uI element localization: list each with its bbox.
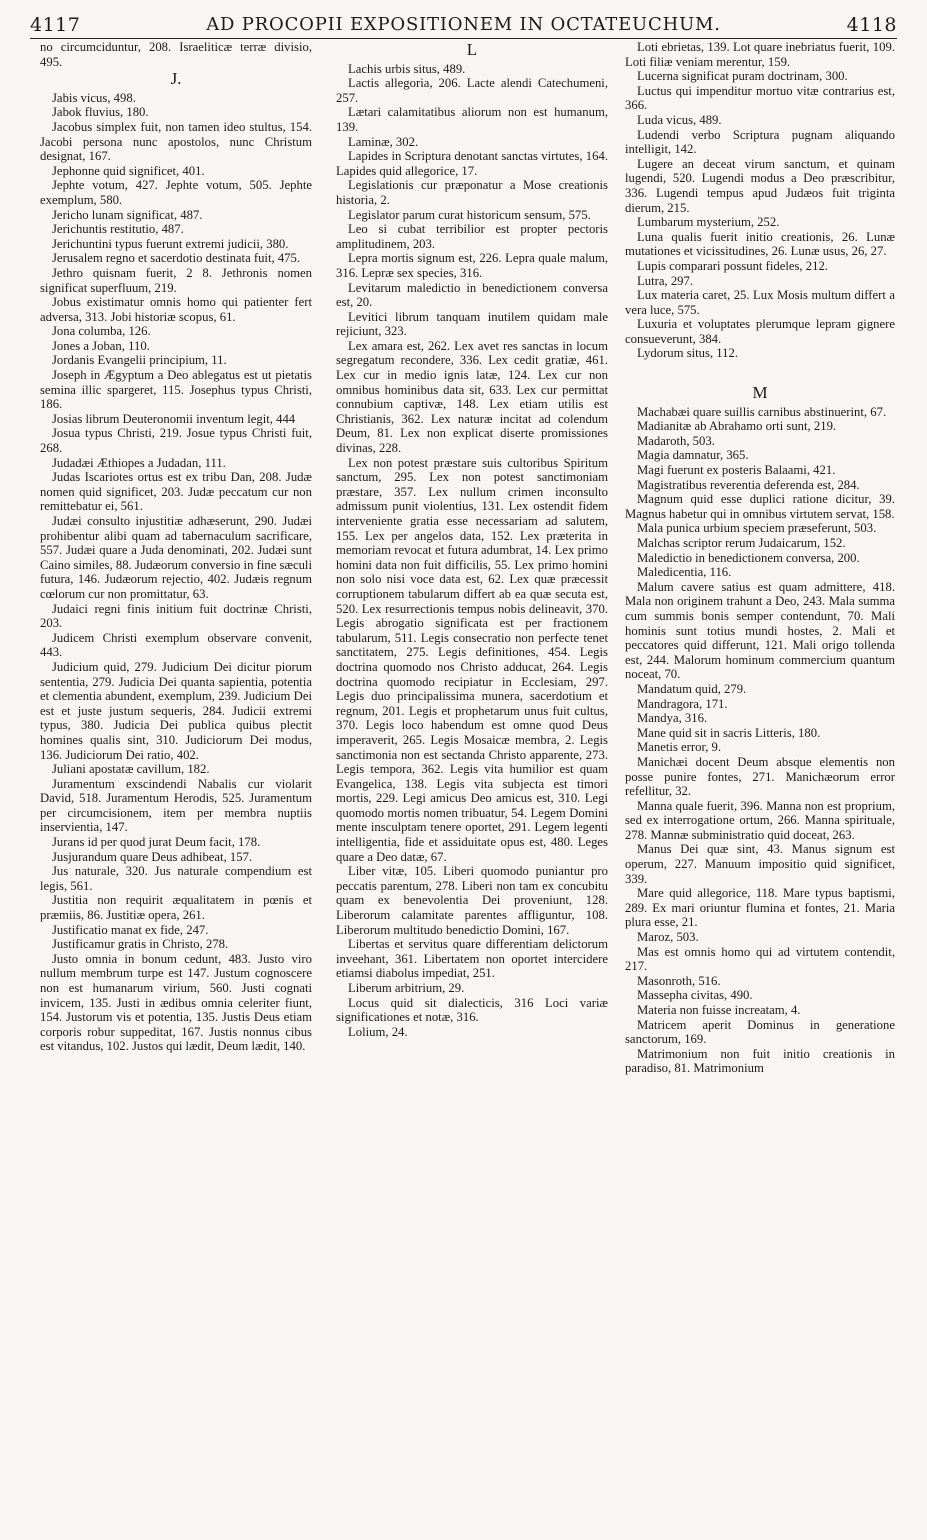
index-entry: Mandragora, 171. [637,696,728,711]
index-entry: Libertas et servitus quare differentiam delictorum inveehant, 361. Libertatem non oportet intercidere etiamsi diabolus impediat, 251. [336,937,608,981]
index-entry: no circumciduntur, 208. Israeliticæ terræ divisio, 495. [40,40,312,69]
index-entry: Lugere an deceat virum sanctum, et quinam lugendi, 520. Lugendi modus a Deo præscribitur, 336. Lugendi tempus apud Judæos fuit triginta dierum, 215. [625,156,895,215]
index-entry: Levitici librum tanquam inutilem quidam male rejiciunt, 323. [336,309,608,339]
page-number-left: 4117 [30,14,81,36]
page-header [30,8,897,39]
index-entry: Lex non potest præstare suis cultoribus Spiritum sanctum, 295. Lex non potest sanctimoniam præstare, 357. Lex nullum crimen inconsulto admissum punit violentius, 131. Lex ostendit fidem interveniente gratia esse necessariam ad salutem, 155. Lex per angelos data, 152. Lex præterita in memoriam revocat et futura adumbrat, 14. Lex primo homini data non fuit difficilis, 55. Lex primo homini non solo nisi voce data est, 62. Lex quæ præcessit corruptionem tabularum differt ab ea quæ secuta est, 520. Lex resurrectionis tempus nobis delineavit, 370. Legis abrogatio significata est per fractionem tabularum, 511. Legis consecratio non perfecte tenet sanctitatem, 275. Legis definitiones, 454. Legis doctrina quomodo nos Christo adducat, 264. Legis doctrina quomodo recipiatur in Ecclesiam, 297. Legis duo principalissima munera, sacerdotium et regnum, 201. Legis et prophetarum unus fuit cultus, 370. Legis loco habendum est omne quod Deus imperaverit, 265. Legis Mosaicæ membra, 2. Legis sanctimonia non est sectanda Christo apparente, 273. Legis tempora, 362. Legis vita humilior est quam Evangelica, 138. Legis vita subjecta est timori mortis, 229. Legi amicus Deo amicus est, 310. Legi quomodo mortis nomen tribuatur, 54. Legem Domini mente insculptam tenere oportet, 291. Legem legenti intelligentia, fide et assiduitate opus est, 480. Leges quare a Deo datæ, 67. [336,455,608,864]
index-entry: Judæi consulto injustitiæ adhæserunt, 290. Judæi prohibentur alibi quam ad tabernaculum sacrificare, 557. Judæi quare a Juda denominati, 202. Judæi sunt Caino similes, 88. Judæorum conversio in fine sæculi futura, 146. Judæorum rejectio, 402. Judæis regnum cœlorum cur non promittatur, 63. [40,514,312,601]
index-entry: Loti ebrietas, 139. Lot quare inebriatus fuerit, 109. Loti filiæ veniam merentur, 159. [625,40,895,69]
index-entry: Jones a Joban, 110. [52,338,150,353]
index-entry: Jacobus simplex fuit, non tamen ideo stultus, 154. Jacobi persona nunc apostolos, nunc Christum designat, 167. [40,119,312,164]
index-entry: Jabok fluvius, 180. [52,105,149,120]
index-entry: Legislator parum curat historicum sensum, 575. [348,207,591,222]
index-entry: Maledicentia, 116. [637,565,732,580]
index-entry: Judicem Christi exemplum observare convenit, 443. [40,630,312,660]
index-entry: Josias librum Deuteronomii inventum legit, 444 [52,411,296,426]
index-entry: Jericho lunam significat, 487. [52,207,203,222]
index-entry: Justificatio manat ex fide, 247. [52,922,209,937]
index-entry: Juramentum exscindendi Nabalis cur violarit David, 518. Juramentum Herodis, 525. Juramentum per circumcisionem, item per membra nuptiis inservientia, 147. [40,776,312,835]
index-entry: Legislationis cur præponatur a Mose creationis historia, 2. [336,178,608,207]
index-entry: Justitia non requirit æqualitatem in pœnis et præmiis, 86. Justitiæ opera, 261. [40,893,312,923]
index-entry: Madaroth, 503. [637,433,715,448]
index-entry: Leo si cubat terribilior est propter pectoris amplitudinem, 203. [336,222,608,251]
index-entry: Mane quid sit in sacris Litteris, 180. [637,725,821,740]
index-entry: Matrimonium non fuit initio creationis in paradiso, 81. Matrimonium [625,1046,895,1076]
index-entry: Maledictio in benedictionem conversa, 200. [637,550,860,565]
index-entry: Laminæ, 302. [348,134,419,149]
index-entry: Lapides in Scriptura denotant sanctas virtutes, 164. Lapides quid allegorice, 17. [336,149,608,178]
index-entry: Luda vicus, 489. [637,112,722,127]
index-entry: Justo omnia in bonum cedunt, 483. Justo viro nullum membrum turpe est 147. Justum cognoscere non est humanarum virium, 560. Justi cognati invicem, 135. Justi in ædibus omnia celeriter fiunt, 154. Justorum vis et potentia, 135. Justis Deus etiam corporis robur suppeditat, 167. Justis nonnus cibus est vitandus, 102. Justos qui lædit, Deum lædit, 140. [40,951,312,1054]
index-entry: Massepha civitas, 490. [637,988,753,1003]
section-gap [625,361,895,383]
index-entry: Judicium quid, 279. Judicium Dei dicitur piorum sententia, 279. Judicia Dei quanta sapientia, potentia et clementia abundent, exemplum, 239. Judicium Dei est et juste justum sequeris, 284. Judicii extremi typus, 380. Judicia Dei publica quibus plectit homines qualis sint, 310. Judiciorum Dei modus, 136. Judiciorum Dei ratio, 402. [40,659,312,762]
index-entry: Manetis error, 9. [637,740,722,755]
index-entry: Justificamur gratis in Christo, 278. [52,937,229,952]
index-entry: Jerusalem regno et sacerdotio destinata fuit, 475. [52,251,301,266]
index-entry: Mandatum quid, 279. [637,681,747,696]
index-entry: Lucerna significat puram doctrinam, 300. [637,69,848,84]
index-entry: Judadæi Æthiopes a Judadan, 111. [52,455,226,470]
index-entry: Lolium, 24. [348,1024,408,1039]
index-entry: Judaici regni finis initium fuit doctrinæ Christi, 203. [40,601,312,631]
index-entry: Locus quid sit dialecticis, 316 Loci variæ significationes et notæ, 316. [336,995,608,1025]
index-entry: Josua typus Christi, 219. Josue typus Christi fuit, 268. [40,426,312,456]
index-entry: Liberum arbitrium, 29. [348,981,465,995]
index-entry: Jurans id per quod jurat Deum facit, 178. [52,835,261,850]
index-entry: Maroz, 503. [637,930,699,945]
index-entry: Lactis allegoria, 206. Lacte alendi Catechumeni, 257. [336,76,608,105]
index-entry: Lydorum situs, 112. [637,346,739,361]
index-entry: Lux materia caret, 25. Lux Mosis multum differt a vera luce, 575. [625,288,895,317]
index-entry: Manna quale fuerit, 396. Manna non est proprium, sed ex interrogatione ortum, 266. Manna spirituale, 278. Mannæ subministratio quid doceat, 263. [625,798,895,842]
index-entry: Magi fuerunt ex posteris Balaami, 421. [637,463,836,478]
index-entry: Jusjurandum quare Deus adhibeat, 157. [52,849,253,864]
index-entry: Lætari calamitatibus aliorum non est humanum, 139. [336,105,608,134]
index-entry: Ludendi verbo Scriptura pugnam aliquando intelligit, 142. [625,127,895,157]
index-entry: Luna qualis fuerit initio creationis, 26. Lunæ mutationes et vicissitudines, 26. Lunæ usus, 26, 27. [625,229,895,259]
index-entry: Lex amara est, 262. Lex avet res sanctas in locum segregatum recondere, 336. Lex cedit gratiæ, 461. Lex cur in medio ignis latæ, 124. Lex cur non omnibus hominibus data sit, 633. Lex cur permittat connubium captivæ, 148. Lex etiam utilis est Christianis, 362. Lex naturæ incitat ad colendum Deum, 81. Lex non explicat diserte promissiones divinas, 228. [336,338,608,456]
page-number-right: 4118 [846,14,897,36]
index-entry: Mare quid allegorice, 118. Mare typus baptismi, 289. Ex mari oriuntur flumina et fontes, 21. Maria plura esse, 21. [625,886,895,930]
index-entry: Jerichuntis restitutio, 487. [52,222,184,237]
index-entry: Levitarum maledictio in benedictionem conversa est, 20. [336,280,608,310]
index-entry: Machabæi quare suillis carnibus abstinuerint, 67. [637,404,887,419]
index-entry: Lachis urbis situs, 489. [348,61,466,76]
index-entry: Mas est omnis homo qui ad virtutem contendit, 217. [625,944,895,974]
index-entry: Luctus qui impenditur mortuo vitæ contrarius est, 366. [625,83,895,113]
index-column-3 [625,40,895,1535]
index-entry: Joseph in Ægyptum a Deo ablegatus est ut pietatis semina illic spargeret, 115. Josephus typus Christi, 186. [40,368,312,412]
section-letter-heading: J. [170,69,182,89]
index-entry: Jephte votum, 427. Jephte votum, 505. Jephte exemplum, 580. [40,178,312,207]
index-entry: Manichæi docent Deum absque elementis non posse punire fontes, 271. Manichæorum error refellitur, 32. [625,754,895,799]
index-entry: Luxuria et voluptates plerumque lepram gignere consueverunt, 384. [625,317,895,346]
index-entry: Jerichuntini typus fuerunt extremi judicii, 380. [52,236,289,251]
index-column-2 [336,40,608,1535]
index-entry: Malum cavere satius est quam admittere, 418. Mala non originem trahunt a Deo, 243. Mala summa cum summis bonis semper contendunt, 70. Mali hominis sunt totius mundi hostes, 2. Mali et peccatores quid differunt, 121. Mali origo tollenda est, 244. Malorum hominum commercium quantum noceat, 70. [625,579,895,682]
index-entry: Lepra mortis signum est, 226. Lepra quale malum, 316. Lepræ sex species, 316. [336,251,608,280]
section-letter-heading: M [752,383,768,403]
index-entry: Materia non fuisse increatam, 4. [637,1003,801,1017]
index-entry: Lutra, 297. [637,273,694,288]
index-entry: Juliani apostatæ cavillum, 182. [52,762,210,777]
index-entry: Masonroth, 516. [637,973,721,988]
index-entry: Judas Iscariotes ortus est ex tribu Dan, 208. Judæ nomen quid significet, 203. Judæ peccatum cur non remittebatur ei, 561. [40,470,312,514]
index-entry: Jona columba, 126. [52,324,151,339]
index-entry: Jethro quisnam fuerit, 2 8. Jethronis nomen significat superfluum, 219. [40,265,312,295]
index-entry: Lumbarum mysterium, 252. [637,215,780,230]
index-entry: Liber vitæ, 105. Liberi quomodo puniantur pro peccatis parentum, 278. Liberi non tam ex concubitu quam ex benevolentia Dei proveniunt, 128. Liberorum calamitate parentes affliguntur, 108. Liberorum multitudo benedictio Domini, 167. [336,864,608,937]
index-entry: Jabis vicus, 498. [52,90,136,105]
index-entry: Jordanis Evangelii principium, 11. [52,353,227,368]
index-entry: Magistratibus reverentia deferenda est, 284. [637,477,860,492]
index-entry: Matricem aperit Dominus in generatione sanctorum, 169. [625,1017,895,1047]
running-title: AD PROCOPII EXPOSITIONEM IN OCTATEUCHUM. [206,14,721,35]
index-entry: Mandya, 316. [637,711,708,726]
index-entry: Jus naturale, 320. Jus naturale compendium est legis, 561. [40,864,312,893]
section-letter-heading: L [466,40,478,59]
index-entry: Jephonne quid significet, 401. [52,163,205,178]
index-entry: Manus Dei quæ sint, 43. Manus signum est operum, 227. Manuum impositio quid significet, 339. [625,842,895,886]
index-entry: Malchas scriptor rerum Judaicarum, 152. [637,536,846,550]
index-entry: Lupis comparari possunt fideles, 212. [637,258,828,273]
index-entry: Mala punica urbium speciem præseferunt, 503. [637,521,877,536]
index-entry: Magia damnatur, 365. [637,448,749,463]
index-entry: Jobus existimatur omnis homo qui patienter fert adversa, 313. Jobi historiæ scopus, 61. [40,295,312,324]
index-entry: Madianitæ ab Abrahamo orti sunt, 219. [637,419,837,434]
index-entry: Magnum quid esse duplici ratione dicitur, 39. Magnus habetur qui in omnibus virtutem servat, 158. [625,492,895,521]
index-column-1 [40,40,312,1535]
